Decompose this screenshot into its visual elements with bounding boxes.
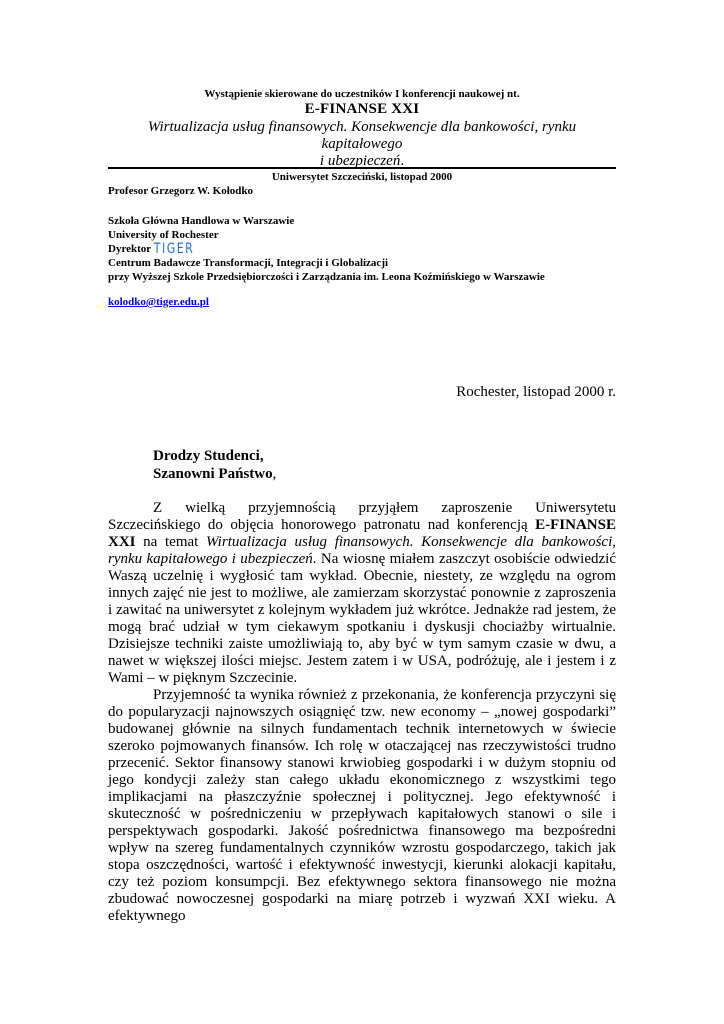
author-affiliations — [108, 214, 545, 284]
author-email-link[interactable]: kolodko@tiger.edu.pl — [108, 296, 209, 308]
header-divider — [108, 167, 616, 169]
paragraph-1-text-c: na temat — [135, 534, 207, 550]
salutation — [153, 447, 276, 483]
paragraph-1-topic: Wirtualizacja usług finansowych. Konsekwencje dla bankowości, rynku kapitałowego i ubezpieczeń — [108, 534, 616, 567]
conference-title: E-FINANSE XXI — [304, 101, 420, 117]
director-line — [108, 242, 545, 256]
tiger-logo: TIGER — [153, 240, 195, 257]
salutation-line-2-wrap — [153, 465, 276, 483]
paragraph-1-text-e: . Na wiosnę miałem zaszczyt osobiście odwiedzić Waszą uczelnię i wygłosić tam wykład. Obecnie, niestety, ze względu na ogrom innych zajęć nie jest to możliwe, ale zamierzam skorzystać ponownie z zaproszenia i zawitać na uniwersytet z kolejnym wykładem już wkrótce. Jednakże rad jestem, że mogą brać udział w tym ciekawym spotkaniu i dyskusji chociażby wirtualnie. Dzisiejsze techniki zaiste umożliwiają to, aby być w tym samym czasie w dwu, a nawet w większej ilości miejsc. Jestem zatem i w USA, podróżuję, ale i jestem i z Wami – w pięknym Szczecinie. — [108, 551, 616, 686]
letter-body — [108, 500, 616, 925]
salutation-comma: , — [272, 466, 277, 482]
subtitle-line-1: Wirtualizacja usług finansowych. Konsekwencje dla bankowości, rynku kapitałowego — [147, 119, 577, 152]
conference-subtitle — [108, 119, 616, 170]
salutation-line-2: Szanowni Państwo — [153, 466, 273, 482]
dateline: Rochester, listopad 2000 r. — [456, 384, 616, 400]
paragraph-1-text-a: Z wielką przyjemnością przyjąłem zaproszenie Uniwersytetu Szczecińskiego do objęcia honorowego patronatu nad konferencją — [108, 500, 616, 533]
subtitle-end: . — [400, 153, 405, 169]
director-label: Dyrektor — [108, 243, 151, 255]
header-intro-line: Wystąpienie skierowane do uczestników I konferencji naukowej nt. — [204, 88, 520, 100]
affiliation-centre: Centrum Badawcze Transformacji, Integracji i Globalizacji — [108, 257, 389, 269]
paragraph-2: Przyjemność ta wynika również z przekonania, że konferencja przyczyni się do popularyzacji najnowszych osiągnięć tzw. new economy – „nowej gospodarki” budowanej głównie na silnych fundamentach technik internetowych w świecie szeroko pojmowanych finansów. Ich rolę w otaczającej nas rzeczywistości trudno przecenić. Sektor finansowy stanowi krwiobieg gospodarki i w dużym stopniu od jego kondycji zależy stan całego układu ekonomicznego z wszystkimi tego implikacjami na płaszczyźnie społecznej i politycznej. Jego efektywność i skuteczność w pośredniczeniu w przepływach kapitałowych stanowi o sile i perspektywach gospodarki. Jakość pośrednictwa finansowego ma bezpośredni wpływ na szereg fundamentalnych czynników wzrostu gospodarczego, takich jak stopa oszczędności, wartość i efektywność inwestycji, kierunki alokacji kapitału, czy też poziom konsumpcji. Bez efektywnego sektora finansowego nie można zbudować nowoczesnej gospodarki na miarę potrzeb i wyzwań XXI wieku. A efektywnego — [108, 687, 616, 924]
affiliation-rochester: University of Rochester — [108, 229, 219, 241]
subtitle-line-2: i ubezpieczeń — [319, 153, 401, 169]
paragraph-1-conference-name: E-FINANSE XXI — [108, 517, 616, 550]
affiliation-sgh: Szkoła Główna Handlowa w Warszawie — [108, 215, 295, 227]
salutation-line-1: Drodzy Studenci, — [153, 448, 264, 464]
conference-venue: Uniwersytet Szczeciński, listopad 2000 — [271, 171, 453, 183]
conference-header — [108, 88, 616, 184]
paragraph-1 — [108, 500, 616, 687]
affiliation-school: przy Wyższej Szkole Przedsiębiorczości i Zarządzania im. Leona Koźmińskiego w Warszawie — [108, 271, 545, 283]
author-name: Profesor Grzegorz W. Kołodko — [108, 185, 254, 197]
